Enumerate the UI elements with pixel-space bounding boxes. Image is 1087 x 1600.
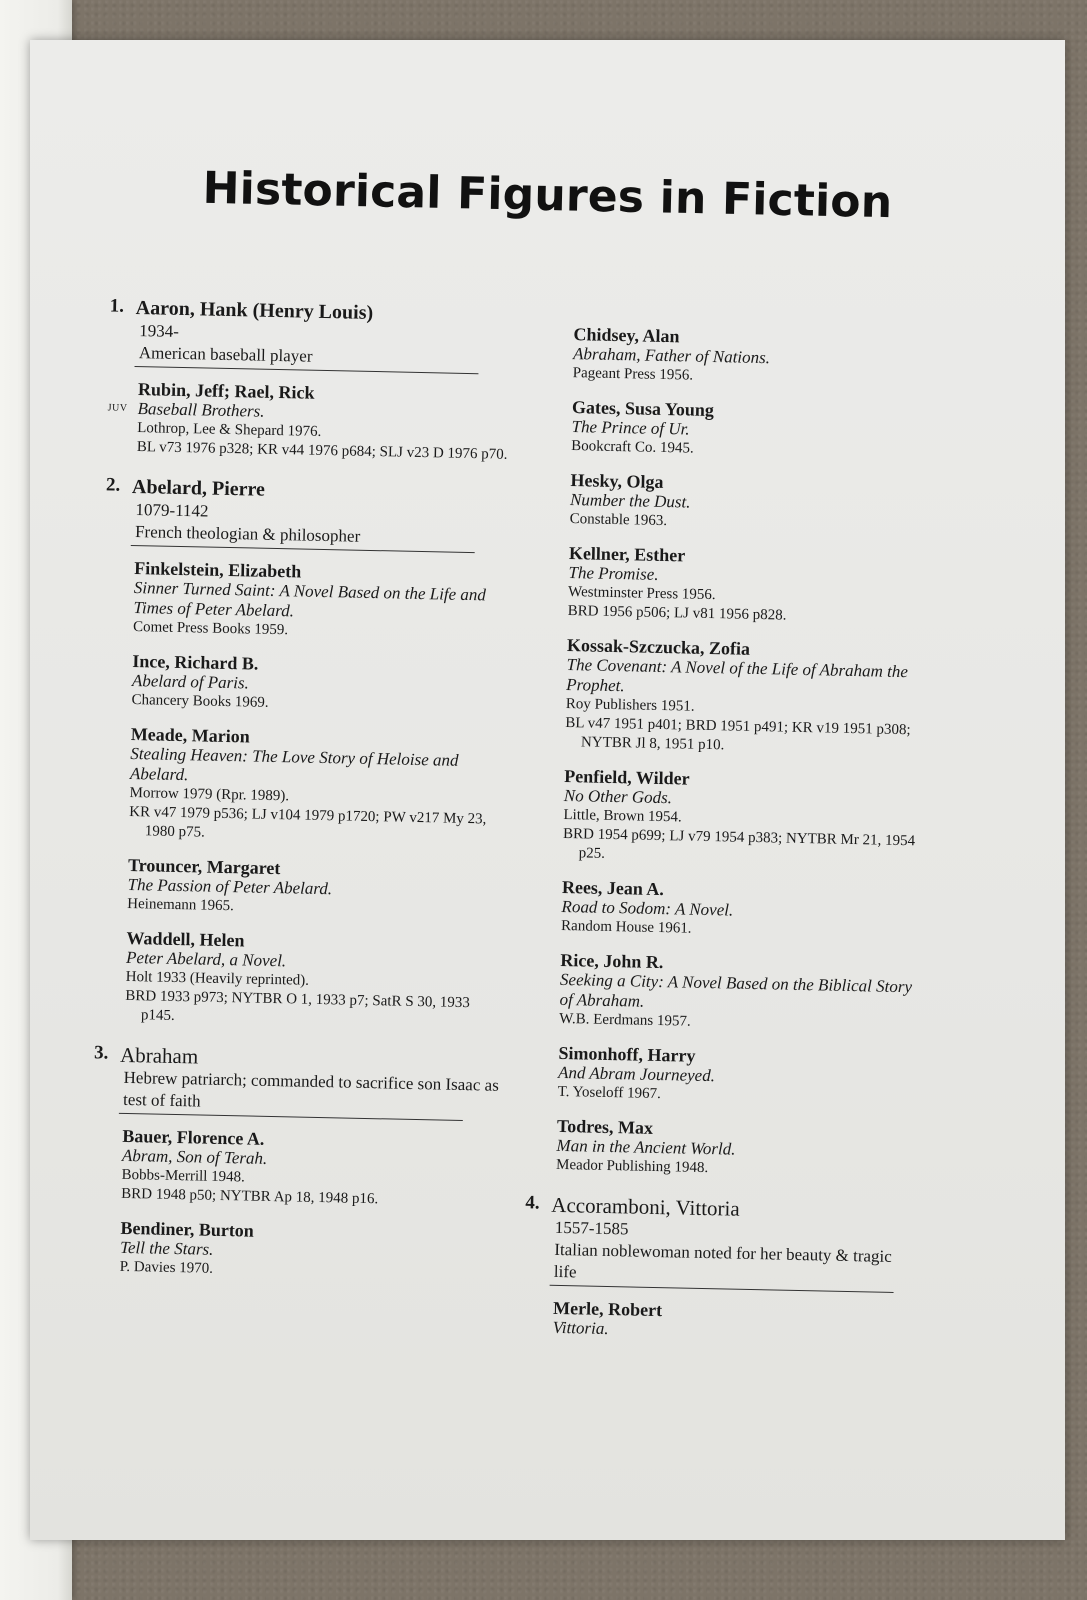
work-entry — [107, 379, 515, 465]
subject-entry — [525, 1192, 912, 1346]
work-publisher: Random House 1961. — [560, 917, 692, 937]
work-title: Peter Abelard, a Novel. — [125, 947, 287, 971]
work-publisher: Little, Brown 1954. — [563, 806, 682, 826]
work-entry — [571, 397, 928, 463]
work-title: The Prince of Ur. — [571, 417, 690, 439]
work-title: Man in the Ancient World. — [556, 1135, 736, 1159]
work-publisher: T. Yoseloff 1967. — [557, 1083, 662, 1103]
work-title: Stealing Heaven: The Love Story of Heloise and Abelard. — [129, 743, 459, 785]
work-publisher: Comet Press Books 1959. — [132, 619, 289, 639]
work-reviews: BL v47 1951 p401; BRD 1951 p491; KR v19 1951 p308; NYTBR Jl 8, 1951 p10. — [565, 714, 911, 754]
subject-name: Accoramboni, Vittoria — [551, 1192, 740, 1221]
work-title: Road to Sodom: A Novel. — [561, 896, 734, 920]
work-publisher: Constable 1963. — [569, 511, 668, 530]
work-title: Number the Dust. — [569, 490, 691, 512]
work-entry — [561, 877, 918, 943]
work-publisher: Morrow 1979 (Rpr. 1989). — [129, 784, 290, 805]
work-reviews: BL v73 1976 p328; KR v44 1976 p684; SLJ v23 D 1976 p70. — [136, 439, 508, 463]
work-publisher: W.B. Eerdmans 1957. — [559, 1010, 691, 1030]
work-entry — [556, 1116, 913, 1182]
work-publisher: Pageant Press 1956. — [572, 365, 694, 384]
work-title-row — [559, 970, 916, 1017]
work-entry — [121, 1126, 499, 1212]
work-publisher: Westminster Press 1956. — [567, 584, 716, 604]
work-title: The Passion of Peter Abelard. — [127, 874, 333, 899]
work-author: Hesky, Olga — [570, 470, 664, 492]
work-entry — [131, 651, 508, 718]
work-publisher: Roy Publishers 1951. — [565, 695, 695, 715]
work-author: Bauer, Florence A. — [122, 1125, 265, 1149]
work-title: Abraham, Father of Nations. — [572, 344, 771, 368]
work-title: Tell the Stars. — [119, 1237, 214, 1259]
work-entry — [559, 950, 917, 1036]
subject-entry — [105, 474, 512, 1033]
subject-name: Aaron, Hank (Henry Louis) — [135, 296, 374, 324]
work-entry — [127, 855, 504, 922]
work-author: Penfield, Wilder — [564, 765, 690, 789]
work-author: Kellner, Esther — [568, 543, 686, 566]
book-page — [30, 40, 1065, 1540]
work-entry — [125, 928, 503, 1033]
work-author: Meade, Marion — [130, 723, 250, 747]
work-entry — [562, 766, 920, 870]
work-publisher: Heinemann 1965. — [127, 895, 235, 915]
work-author: Trouncer, Margaret — [127, 854, 281, 879]
work-author: Gates, Susa Young — [571, 397, 715, 421]
subject-info: 1557-1585 — [554, 1217, 629, 1239]
work-entry — [557, 1043, 914, 1109]
work-author: Merle, Robert — [552, 1297, 663, 1321]
work-author: Finkelstein, Elizabeth — [134, 558, 302, 582]
work-author: Bendiner, Burton — [120, 1217, 255, 1241]
work-title-row — [133, 578, 510, 626]
work-publisher: Holt 1933 (Heavily reprinted). — [125, 968, 310, 989]
work-reviews: KR v47 1979 p536; LJ v104 1979 p1720; PW v217 My 23, 1980 p75. — [129, 803, 487, 841]
work-title: Baseball Brothers. — [137, 399, 265, 421]
work-title: Abelard of Paris. — [131, 671, 250, 693]
work-title: And Abram Journeyed. — [557, 1062, 716, 1086]
work-entry — [129, 724, 507, 849]
subject-entry — [107, 295, 516, 465]
subject-info: 1079-1142 — [135, 500, 209, 521]
work-reviews: BRD 1954 p699; LJ v79 1954 p383; NYTBR Mr 21, 1954 p25. — [562, 825, 916, 862]
work-publisher: Bobbs-Merrill 1948. — [121, 1166, 246, 1186]
work-title: The Covenant: A Novel of the Life of Abraham the Prophet. — [565, 655, 909, 696]
subject-info: French theologian & philosopher — [134, 522, 361, 546]
work-publisher: Bookcraft Co. 1945. — [571, 438, 694, 457]
left-column — [93, 295, 516, 1303]
work-title: Sinner Turned Saint: A Novel Based on the Life and Times of Peter Abelard. — [133, 578, 487, 621]
work-title: The Promise. — [568, 563, 659, 584]
subject-entry — [93, 1042, 500, 1285]
work-title: Vittoria. — [552, 1317, 609, 1339]
work-author: Simonhoff, Harry — [558, 1042, 696, 1066]
work-entry — [565, 635, 923, 759]
work-title: Abram, Son of Terah. — [121, 1145, 268, 1168]
work-author: Rees, Jean A. — [561, 876, 665, 900]
work-author: Ince, Richard B. — [132, 651, 259, 674]
work-publisher: P. Davies 1970. — [119, 1258, 214, 1277]
work-author: Rubin, Jeff; Rael, Rick — [137, 379, 315, 403]
work-entry — [568, 543, 926, 628]
work-author: Rice, John R. — [560, 949, 664, 973]
juvenile-label: JUV — [107, 402, 128, 414]
page-title: Historical Figures in Fiction — [202, 162, 893, 229]
subject-info: 1934- — [139, 321, 180, 341]
work-publisher: Lothrop, Lee & Shepard 1976. — [137, 420, 322, 440]
work-author: Chidsey, Alan — [573, 324, 680, 347]
work-entry — [133, 558, 511, 645]
subject-info: American baseball player — [138, 343, 313, 366]
work-entry — [569, 470, 926, 536]
work-title-row — [130, 744, 507, 792]
subject-number: 1. — [109, 295, 125, 317]
work-title: Seeking a City: A Novel Based on the Biblical Story of Abraham. — [559, 969, 913, 1011]
work-title: No Other Gods. — [563, 785, 673, 808]
work-entry — [553, 1298, 910, 1345]
subject-name: Abelard, Pierre — [131, 475, 266, 501]
subject-info: Hebrew patriarch; commanded to sacrifice son Isaac as test of faith — [122, 1067, 499, 1111]
subject-number: 4. — [525, 1192, 540, 1214]
subject-number: 3. — [93, 1042, 109, 1064]
subject-number: 2. — [105, 474, 121, 496]
work-publisher: Chancery Books 1969. — [131, 691, 269, 711]
work-author: Waddell, Helen — [126, 927, 245, 951]
subject-name: Abraham — [119, 1042, 199, 1069]
work-reviews: BRD 1956 p506; LJ v81 1956 p828. — [567, 603, 787, 624]
subject-info: Italian noblewoman noted for her beauty & tragic life — [553, 1239, 893, 1282]
work-author: Kossak-Szczucka, Zofia — [566, 635, 751, 659]
work-reviews: BRD 1948 p50; NYTBR Ap 18, 1948 p16. — [121, 1185, 379, 1208]
work-publisher: Meador Publishing 1948. — [555, 1156, 709, 1177]
work-entry — [573, 324, 930, 390]
continued-works — [552, 324, 930, 1182]
work-reviews: BRD 1933 p973; NYTBR O 1, 1933 p7; SatR S 30, 1933 p145. — [125, 987, 471, 1024]
work-entry — [119, 1218, 496, 1285]
work-title-row — [566, 655, 923, 702]
work-author: Todres, Max — [556, 1115, 654, 1138]
right-column — [525, 312, 930, 1363]
